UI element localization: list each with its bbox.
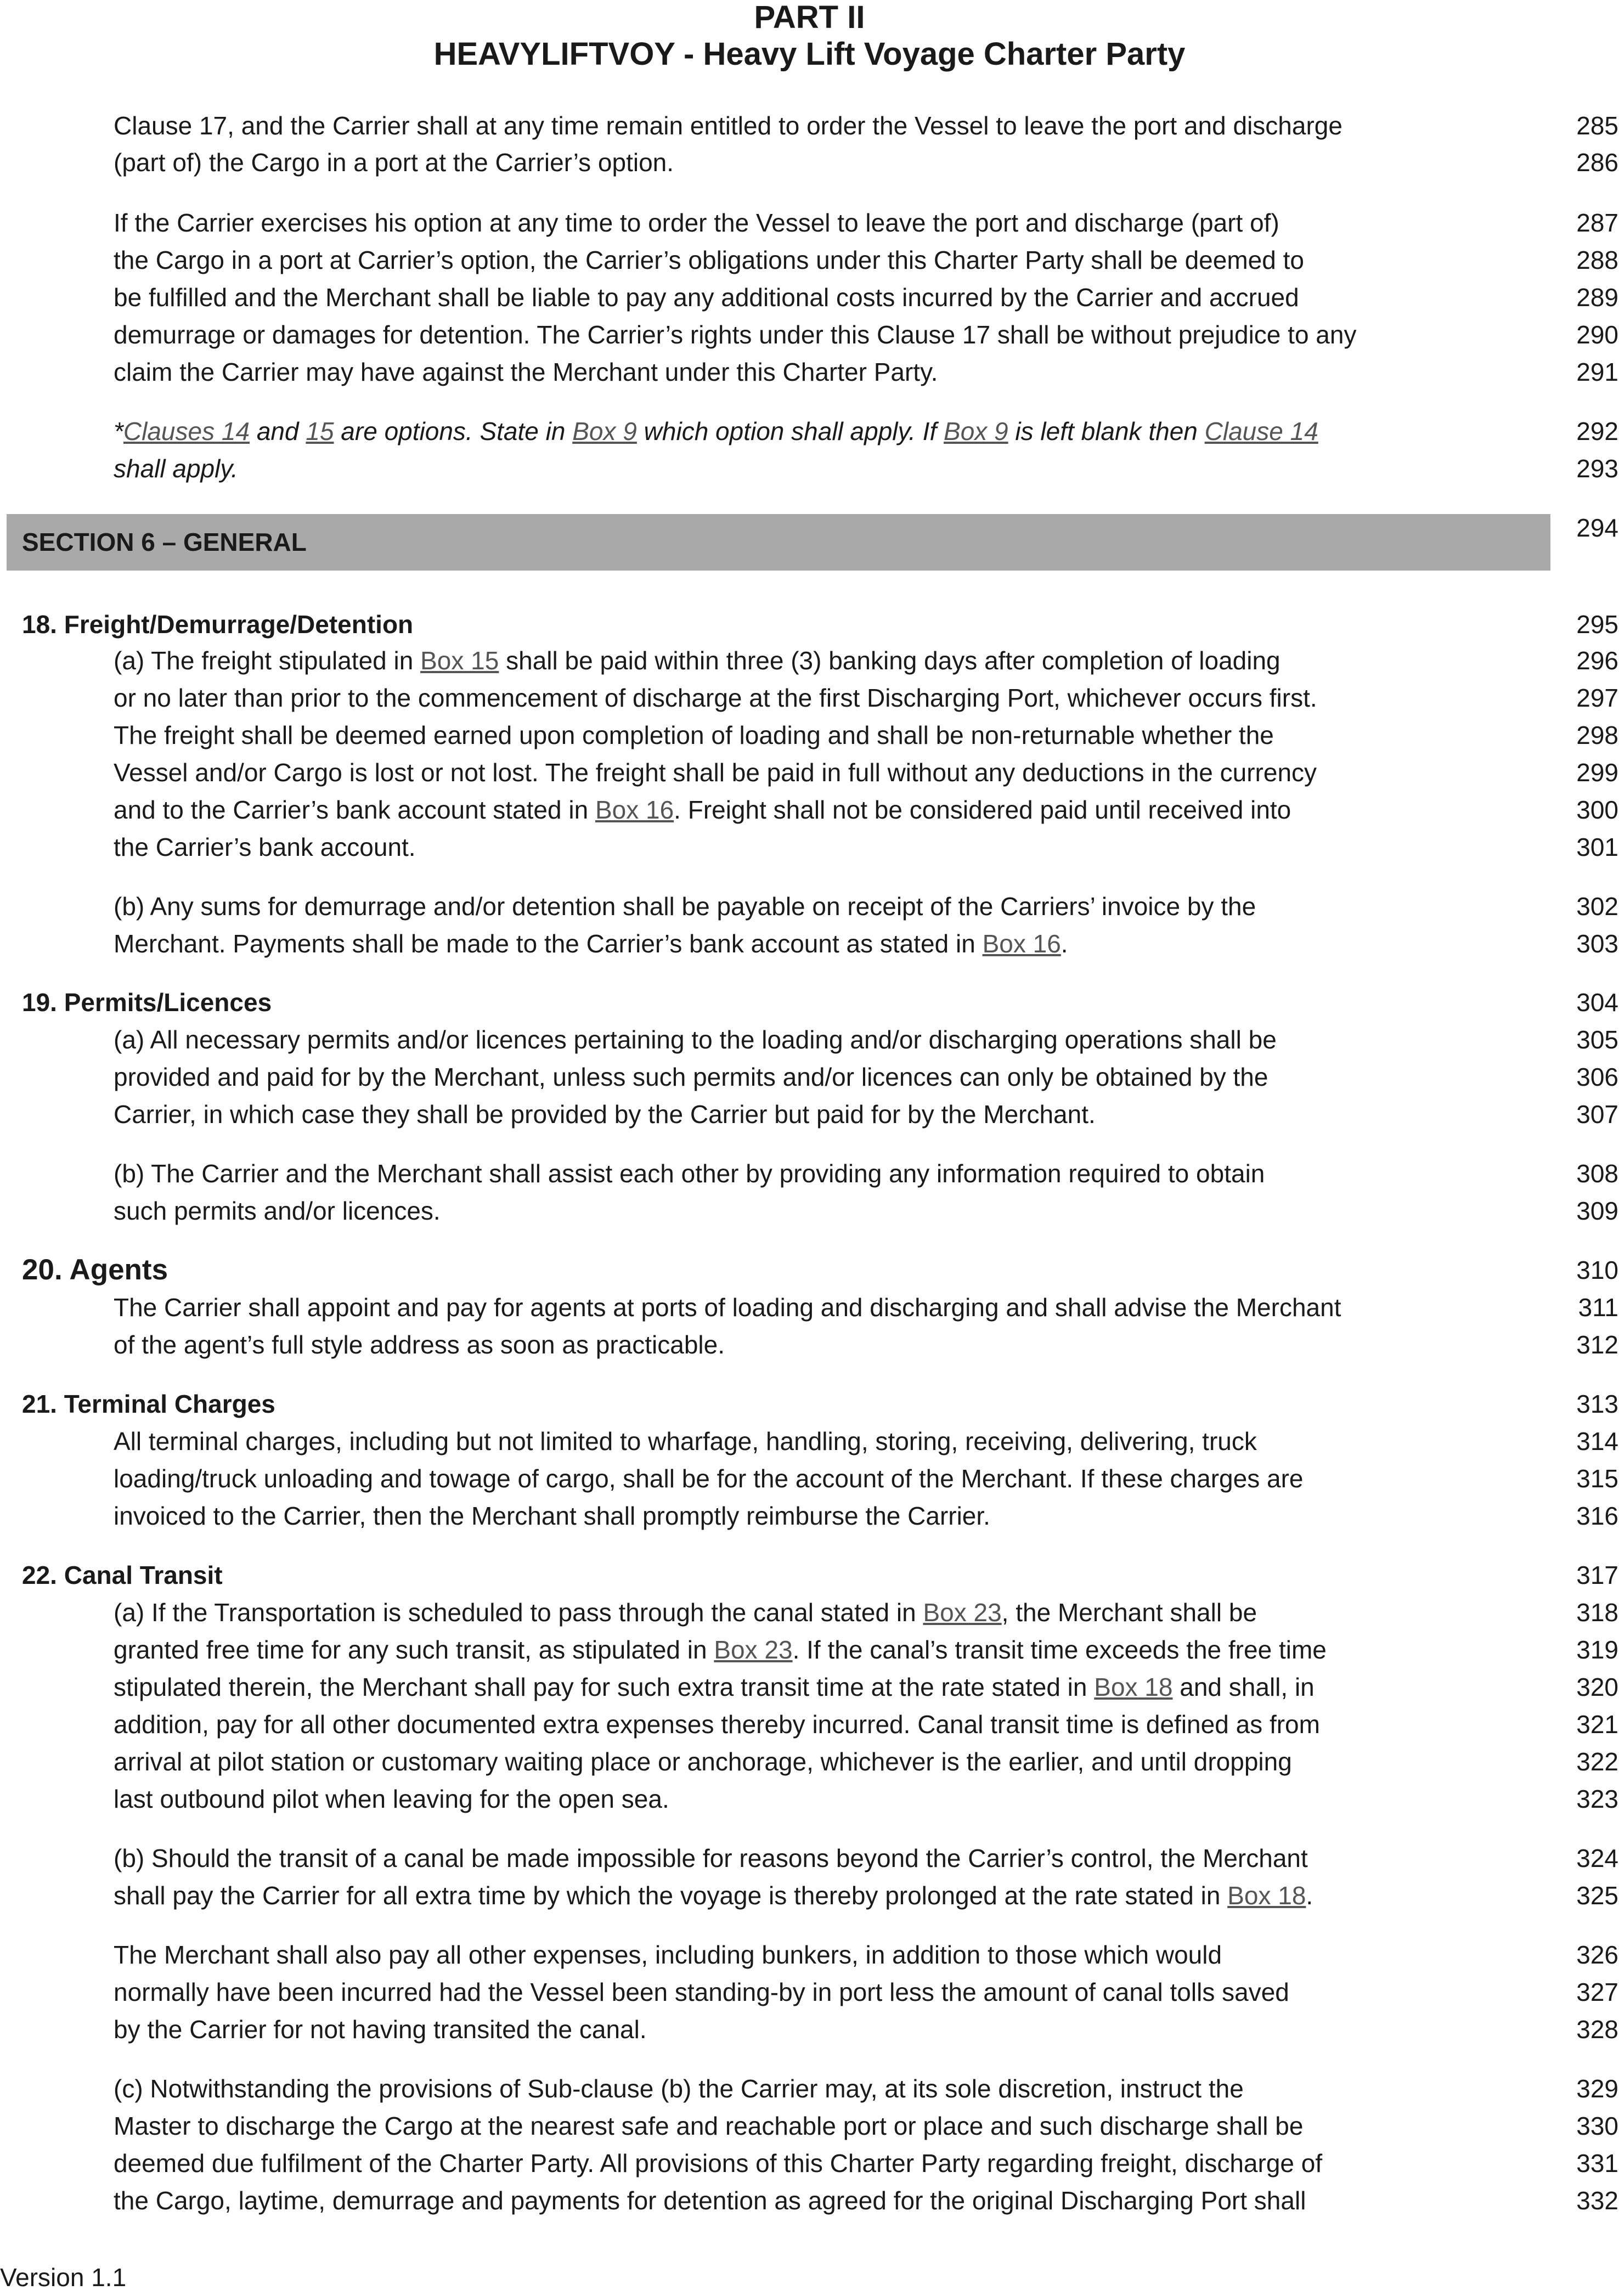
text-line <box>0 1497 1619 1535</box>
text-run: be fulfilled and the Merchant shall be liable to pay any additional costs incurred by the Carrier and accrued <box>114 283 1299 312</box>
text-run: is left blank then <box>1008 417 1205 445</box>
text-line <box>0 413 1619 450</box>
text-line <box>0 1840 1619 1877</box>
text-run: (b) The Carrier and the Merchant shall assist each other by providing any information required to obtain <box>114 1159 1265 1188</box>
text-line <box>0 353 1619 391</box>
text-run: * <box>114 417 123 445</box>
text-line <box>0 2145 1619 2182</box>
text-run: shall apply. <box>114 454 238 483</box>
line-number: 300 <box>1576 796 1618 824</box>
line-number: 323 <box>1576 1785 1618 1813</box>
text-run: stipulated therein, the Merchant shall pay for such extra transit time at the rate stated in <box>114 1673 1095 1701</box>
text-run: (a) The freight stipulated in <box>114 646 421 675</box>
version-label: Version 1.1 <box>0 2263 127 2292</box>
text-run: . <box>1060 929 1068 958</box>
text-line <box>0 1326 1619 1363</box>
text-run: claim the Carrier may have against the Merchant under this Charter Party. <box>114 358 938 386</box>
text-line <box>0 2011 1619 2048</box>
text-line <box>0 1058 1619 1096</box>
cross-reference-link[interactable]: Box 16 <box>982 929 1061 958</box>
cross-reference-link[interactable]: Box 18 <box>1227 1881 1306 1910</box>
text-line <box>0 1973 1619 2011</box>
text-run: and shall, in <box>1172 1673 1315 1701</box>
line-number: 285 <box>1576 111 1618 140</box>
text-run: deemed due fulfilment of the Charter Party. All provisions of this Charter Party regarding freight, discharge of <box>114 2149 1323 2177</box>
text-line <box>0 791 1619 828</box>
text-run: , the Merchant shall be <box>1001 1598 1257 1627</box>
text-line <box>0 642 1619 679</box>
line-number: 304 <box>1576 988 1618 1017</box>
text-line <box>0 204 1619 241</box>
text-run: invoiced to the Carrier, then the Merchant shall promptly reimburse the Carrier. <box>114 1502 990 1530</box>
line-number: 301 <box>1576 833 1618 861</box>
text-line <box>0 1289 1619 1326</box>
clause-heading <box>0 1556 1619 1594</box>
line-number: 309 <box>1576 1197 1618 1225</box>
line-number: 321 <box>1576 1710 1618 1739</box>
line-number: 326 <box>1576 1940 1618 1969</box>
text-run: granted free time for any such transit, as stipulated in <box>114 1635 714 1664</box>
text-line <box>0 316 1619 353</box>
line-number: 307 <box>1576 1100 1618 1129</box>
section-title: SECTION 6 – GENERAL <box>22 528 307 556</box>
text-run: the Cargo in a port at Carrier’s option, the Carrier’s obligations under this Charter Party shall be deemed to <box>114 246 1304 274</box>
text-run: shall be paid within three (3) banking days after completion of loading <box>499 646 1280 675</box>
text-run: Carrier, in which case they shall be provided by the Carrier but paid for by the Merchant. <box>114 1100 1096 1129</box>
text-run: and to the Carrier’s bank account stated in <box>114 796 595 824</box>
line-number: 287 <box>1576 208 1618 237</box>
text-line <box>0 717 1619 754</box>
text-run: addition, pay for all other documented extra expenses thereby incurred. Canal transit time is defined as from <box>114 1710 1320 1739</box>
text-line <box>0 1706 1619 1743</box>
text-run: and <box>250 417 306 445</box>
part-title: PART II <box>754 0 865 35</box>
text-line <box>0 754 1619 791</box>
line-number: 313 <box>1576 1390 1618 1418</box>
cross-reference-link[interactable]: Box 18 <box>1094 1673 1173 1701</box>
cross-reference-link[interactable]: Box 23 <box>923 1598 1002 1627</box>
text-run: 18. Freight/Demurrage/Detention <box>22 610 414 639</box>
form-title: HEAVYLIFTVOY - Heavy Lift Voyage Charter Party <box>433 36 1186 72</box>
text-run: The Carrier shall appoint and pay for agents at ports of loading and discharging and shall advise the Merchant <box>114 1293 1341 1322</box>
text-run: The freight shall be deemed earned upon completion of loading and shall be non-returnable whether the <box>114 721 1274 749</box>
text-run: (part of) the Cargo in a port at the Carrier’s option. <box>114 148 674 177</box>
line-number: 305 <box>1576 1025 1618 1054</box>
line-number: 324 <box>1576 1844 1618 1872</box>
line-number: 332 <box>1576 2186 1618 2215</box>
line-number: 296 <box>1576 646 1618 675</box>
line-number: 293 <box>1576 454 1618 483</box>
clause-heading <box>0 984 1619 1021</box>
text-line <box>0 107 1619 144</box>
text-run: . <box>1306 1881 1313 1910</box>
text-run: normally have been incurred had the Vessel been standing-by in port less the amount of canal tolls saved <box>114 1978 1289 2006</box>
text-line <box>0 1594 1619 1631</box>
line-number: 325 <box>1576 1881 1618 1910</box>
text-run: Clause 17, and the Carrier shall at any time remain entitled to order the Vessel to leave the port and discharge <box>114 111 1342 140</box>
text-run: or no later than prior to the commencement of discharge at the first Discharging Port, whichever occurs first. <box>114 684 1317 712</box>
cross-reference-link[interactable]: Box 15 <box>420 646 499 675</box>
text-run: by the Carrier for not having transited the canal. <box>114 2015 647 2044</box>
text-run: (c) Notwithstanding the provisions of Sub-clause (b) the Carrier may, at its sole discretion, instruct the <box>114 2074 1244 2103</box>
line-number: 294 <box>1576 514 1618 542</box>
text-line <box>0 450 1619 487</box>
text-line <box>0 1460 1619 1497</box>
text-line <box>0 888 1619 925</box>
text-line <box>0 1096 1619 1133</box>
line-number: 308 <box>1576 1159 1618 1188</box>
text-run: provided and paid for by the Merchant, unless such permits and/or licences can only be obtained by the <box>114 1063 1268 1091</box>
cross-reference-link[interactable]: Box 9 <box>572 417 637 445</box>
text-run: such permits and/or licences. <box>114 1197 441 1225</box>
text-line <box>0 1877 1619 1914</box>
text-run: Merchant. Payments shall be made to the Carrier’s bank account as stated in <box>114 929 983 958</box>
line-number: 292 <box>1576 417 1618 445</box>
text-run: The Merchant shall also pay all other expenses, including bunkers, in addition to those which would <box>114 1940 1222 1969</box>
text-run: (a) If the Transportation is scheduled to pass through the canal stated in <box>114 1598 923 1627</box>
line-number: 316 <box>1576 1502 1618 1530</box>
text-line <box>0 144 1619 181</box>
text-line <box>0 828 1619 866</box>
text-line <box>0 679 1619 717</box>
text-run: (b) Should the transit of a canal be made impossible for reasons beyond the Carrier’s control, the Merchant <box>114 1844 1308 1872</box>
text-run: demurrage or damages for detention. The Carrier’s rights under this Clause 17 shall be without prejudice to any <box>114 320 1357 349</box>
text-run: 19. Permits/Licences <box>22 988 272 1017</box>
line-number: 291 <box>1576 358 1618 386</box>
cross-reference-link[interactable]: Clauses 14 <box>123 417 250 445</box>
text-line <box>0 925 1619 962</box>
cross-reference-link[interactable]: 15 <box>306 417 334 445</box>
text-run: last outbound pilot when leaving for the open sea. <box>114 1785 669 1813</box>
text-line <box>0 279 1619 316</box>
text-line <box>0 1936 1619 1973</box>
text-run: If the Carrier exercises his option at any time to order the Vessel to leave the port and discharge (part of) <box>114 208 1279 237</box>
line-number: 319 <box>1576 1635 1618 1664</box>
section-banner <box>7 514 1550 571</box>
line-number: 288 <box>1576 246 1618 274</box>
text-line <box>0 1192 1619 1229</box>
cross-reference-link[interactable]: Box 9 <box>944 417 1008 445</box>
text-run: Vessel and/or Cargo is lost or not lost. The freight shall be paid in full without any deductions in the currency <box>114 758 1317 787</box>
line-number: 286 <box>1576 148 1618 177</box>
line-number: 315 <box>1576 1464 1618 1493</box>
text-run: 21. Terminal Charges <box>22 1390 275 1418</box>
text-run: are options. State in <box>334 417 573 445</box>
text-run: of the agent’s full style address as soon as practicable. <box>114 1330 725 1359</box>
text-run: 22. Canal Transit <box>22 1561 223 1589</box>
document-header <box>0 0 1619 74</box>
text-run: the Carrier’s bank account. <box>114 833 416 861</box>
line-number: 327 <box>1576 1978 1618 2006</box>
line-number: 302 <box>1576 892 1618 921</box>
text-run: the Cargo, laytime, demurrage and payments for detention as agreed for the original Discharging Port shall <box>114 2186 1306 2215</box>
line-number: 303 <box>1576 929 1618 958</box>
line-number: 314 <box>1576 1427 1618 1456</box>
text-line <box>0 1780 1619 1818</box>
text-run: (a) All necessary permits and/or licences pertaining to the loading and/or discharging operations shall be <box>114 1025 1277 1054</box>
text-line <box>0 2107 1619 2145</box>
text-run: arrival at pilot station or customary waiting place or anchorage, whichever is the earlier, and until dropping <box>114 1747 1292 1776</box>
text-run: loading/truck unloading and towage of cargo, shall be for the account of the Merchant. If these charges are <box>114 1464 1304 1493</box>
text-line <box>0 1743 1619 1780</box>
text-run: . Freight shall not be considered paid until received into <box>674 796 1291 824</box>
line-number: 312 <box>1576 1330 1618 1359</box>
text-line <box>0 1631 1619 1668</box>
text-run: All terminal charges, including but not limited to wharfage, handling, storing, receiving, delivering, truck <box>114 1427 1257 1456</box>
clause-heading <box>0 1385 1619 1423</box>
text-line <box>0 1155 1619 1192</box>
line-number: 310 <box>1576 1256 1618 1284</box>
line-number: 299 <box>1576 758 1618 787</box>
text-run: . If the canal’s transit time exceeds the free time <box>792 1635 1327 1664</box>
line-number: 306 <box>1576 1063 1618 1091</box>
line-number: 320 <box>1576 1673 1618 1701</box>
line-number: 318 <box>1576 1598 1618 1627</box>
line-number: 322 <box>1576 1747 1618 1776</box>
clause-heading <box>0 606 1619 643</box>
text-run: (b) Any sums for demurrage and/or detention shall be payable on receipt of the Carriers’ invoice by the <box>114 892 1256 921</box>
text-run: 20. Agents <box>22 1254 168 1286</box>
cross-reference-link[interactable]: Box 23 <box>714 1635 793 1664</box>
text-run: shall pay the Carrier for all extra time by which the voyage is thereby prolonged at the rate stated in <box>114 1881 1228 1910</box>
line-number: 311 <box>1578 1293 1618 1322</box>
line-number: 329 <box>1576 2074 1618 2103</box>
line-number: 297 <box>1576 684 1618 712</box>
cross-reference-link[interactable]: Clause 14 <box>1204 417 1318 445</box>
text-line <box>0 2182 1619 2219</box>
text-line <box>0 241 1619 279</box>
text-run: Master to discharge the Cargo at the nearest safe and reachable port or place and such discharge shall be <box>114 2112 1304 2140</box>
line-number: 298 <box>1576 721 1618 749</box>
cross-reference-link[interactable]: Box 16 <box>595 796 674 824</box>
line-number: 295 <box>1576 610 1618 639</box>
line-number: 328 <box>1576 2015 1618 2044</box>
text-line <box>0 2070 1619 2107</box>
text-line <box>0 1668 1619 1706</box>
line-number: 331 <box>1576 2149 1618 2177</box>
line-number: 290 <box>1576 320 1618 349</box>
text-line <box>0 1021 1619 1058</box>
clause-heading <box>0 1251 1619 1289</box>
text-line <box>0 1423 1619 1460</box>
line-number: 330 <box>1576 2112 1618 2140</box>
text-run: which option shall apply. If <box>636 417 944 445</box>
line-number: 289 <box>1576 283 1618 312</box>
line-number: 317 <box>1576 1561 1618 1589</box>
